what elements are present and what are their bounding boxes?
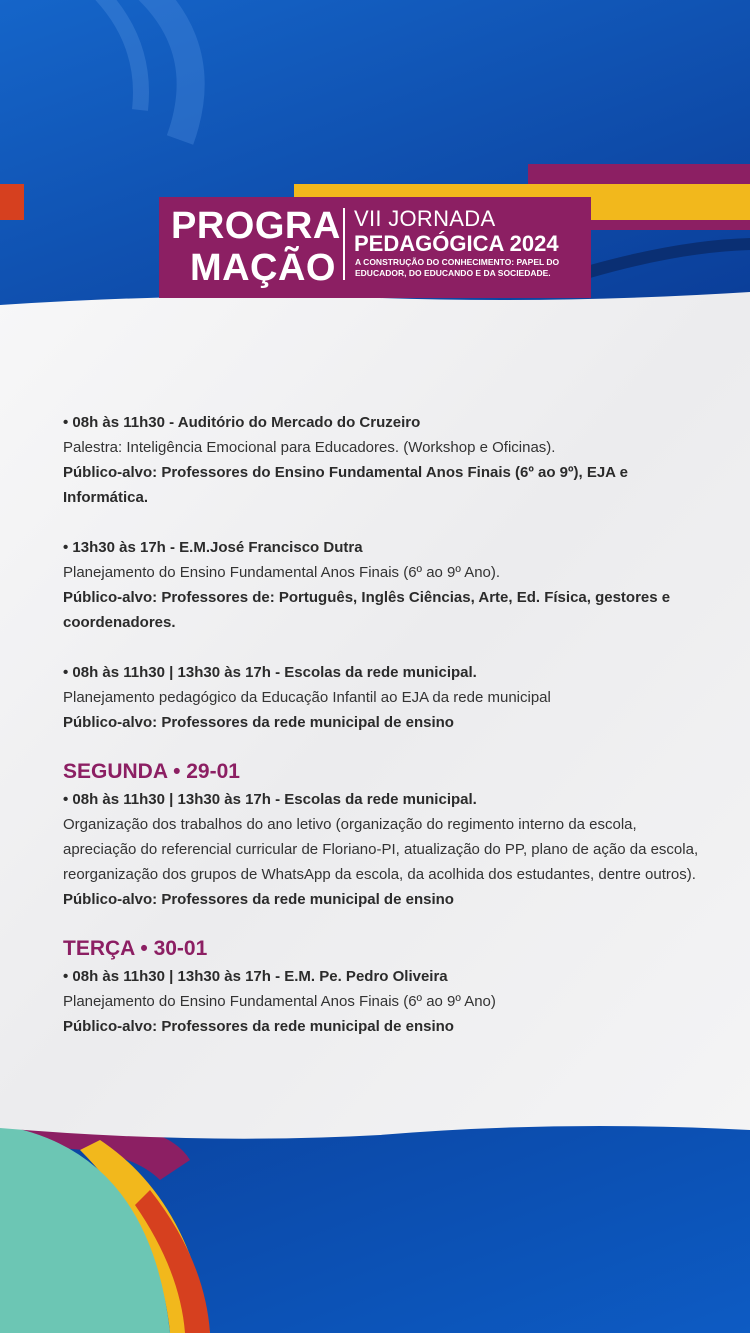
jornada-title: [354, 206, 559, 256]
day-block-terca: [63, 934, 703, 1039]
day-block-segunda: [63, 757, 703, 912]
schedule-content: [63, 410, 703, 1064]
event-description: Planejamento pedagógico da Educação Infantil ao EJA da rede municipal: [63, 689, 551, 706]
prog-line-1: PROGRA: [171, 205, 341, 247]
event-audience: Público-alvo: Professores da rede municipal de ensino: [63, 714, 454, 731]
programacao-title: [171, 205, 341, 289]
jornada-line-2: PEDAGÓGICA 2024: [354, 231, 559, 256]
event-time-place: • 08h às 11h30 | 13h30 às 17h - Escolas da rede municipal.: [63, 791, 477, 808]
jornada-subtitle: [355, 257, 580, 279]
event-time-place: • 08h às 11h30 | 13h30 às 17h - Escolas da rede municipal.: [63, 664, 477, 681]
event-block: [63, 660, 703, 735]
event-audience: Público-alvo: Professores da rede municipal de ensino: [63, 891, 454, 908]
event-audience: Público-alvo: Professores do Ensino Fundamental Anos Finais (6º ao 9º), EJA e Informática.: [63, 464, 628, 506]
jornada-line-1: VII JORNADA: [354, 206, 496, 231]
event-description: Organização dos trabalhos do ano letivo (organização do regimento interno da escola, apreciação do referencial curricular de Floriano-PI, atualização do PP, plano de ação da escola, reorganização dos grupos de WhatsApp da escola, da acolhida dos estudantes, dentre outros).: [63, 816, 699, 883]
prog-line-2: MAÇÃO: [189, 247, 336, 289]
event-time-place: • 13h30 às 17h - E.M.José Francisco Dutra: [63, 539, 363, 556]
subtitle-line-2: EDUCADOR, DO EDUCANDO E DA SOCIEDADE.: [355, 268, 551, 278]
day-heading: TERÇA • 30-01: [63, 937, 208, 960]
day-heading: SEGUNDA • 29-01: [63, 760, 240, 783]
event-description: Planejamento do Ensino Fundamental Anos Finais (6º ao 9º Ano): [63, 993, 496, 1010]
header-divider: [343, 208, 345, 280]
event-description: Planejamento do Ensino Fundamental Anos Finais (6º ao 9º Ano).: [63, 564, 501, 581]
event-description: Palestra: Inteligência Emocional para Educadores. (Workshop e Oficinas).: [63, 439, 556, 456]
event-audience: Público-alvo: Professores da rede municipal de ensino: [63, 1018, 454, 1035]
event-block: [63, 535, 703, 635]
event-time-place: • 08h às 11h30 - Auditório do Mercado do Cruzeiro: [63, 414, 421, 431]
event-block: [63, 410, 703, 510]
event-time-place: • 08h às 11h30 | 13h30 às 17h - E.M. Pe. Pedro Oliveira: [63, 968, 448, 985]
event-audience: Público-alvo: Professores de: Português, Inglês Ciências, Arte, Ed. Física, gestores e coordenadores.: [63, 589, 671, 631]
subtitle-line-1: A CONSTRUÇÃO DO CONHECIMENTO: PAPEL DO: [355, 257, 560, 267]
